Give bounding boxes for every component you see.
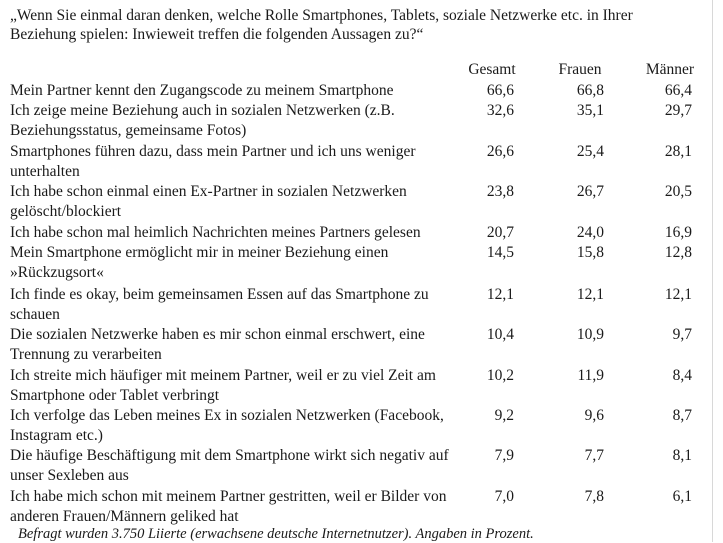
row-statement: Ich zeige meine Beziehung auch in sozialen Netzwerken (z.B. Beziehungsstatus, gemeinsame Fotos) — [10, 102, 395, 139]
value-gesamt: 9,2 — [494, 407, 514, 424]
value-maenner: 8,7 — [672, 407, 692, 424]
row-statement: Smartphones führen dazu, dass mein Partner und ich uns weniger unterhalten — [10, 143, 416, 180]
value-maenner: 28,1 — [664, 143, 692, 160]
row-statement: Mein Partner kennt den Zugangscode zu meinem Smartphone — [10, 82, 394, 99]
value-frauen: 7,7 — [584, 447, 604, 464]
value-maenner: 8,1 — [672, 447, 692, 464]
column-header-gesamt: Gesamt — [468, 61, 516, 78]
value-maenner: 20,5 — [664, 183, 692, 200]
value-frauen: 10,9 — [576, 326, 604, 343]
value-gesamt: 10,2 — [486, 367, 514, 384]
row-statement: Die sozialen Netzwerke haben es mir schon einmal erschwert, eine Trennung zu verarbeiten — [10, 326, 425, 363]
value-gesamt: 26,6 — [486, 143, 514, 160]
value-gesamt: 7,9 — [494, 447, 514, 464]
value-gesamt: 12,1 — [486, 286, 514, 303]
value-maenner: 9,7 — [672, 326, 692, 343]
value-maenner: 16,9 — [664, 224, 692, 241]
row-statement: Die häufige Beschäftigung mit dem Smartphone wirkt sich negativ auf unser Sexleben aus — [10, 447, 449, 484]
value-frauen: 24,0 — [576, 224, 604, 241]
value-maenner: 12,8 — [664, 244, 692, 261]
value-frauen: 9,6 — [584, 407, 604, 424]
row-statement: Ich habe mich schon mit meinem Partner gestritten, weil er Bilder von anderen Frauen/Männern geliked hat — [10, 488, 447, 525]
value-gesamt: 66,6 — [486, 82, 514, 99]
value-frauen: 35,1 — [576, 102, 604, 119]
row-statement: Ich habe schon mal heimlich Nachrichten meines Partners gelesen — [10, 224, 421, 241]
value-frauen: 15,8 — [576, 244, 604, 261]
value-gesamt: 32,6 — [486, 102, 514, 119]
value-gesamt: 20,7 — [486, 224, 514, 241]
value-gesamt: 14,5 — [486, 244, 514, 261]
value-frauen: 25,4 — [576, 143, 604, 160]
row-statement: Ich habe schon einmal einen Ex-Partner in sozialen Netzwerken gelöscht/blockiert — [10, 183, 407, 220]
value-maenner: 12,1 — [664, 286, 692, 303]
row-statement: Ich verfolge das Leben meines Ex in sozialen Netzwerken (Facebook, Instagram etc.) — [10, 407, 444, 444]
column-header-frauen: Frauen — [558, 61, 602, 78]
value-maenner: 66,4 — [664, 82, 692, 99]
value-frauen: 11,9 — [577, 367, 604, 384]
survey-footnote: Befragt wurden 3.750 Liierte (erwachsene deutsche Internetnutzer). Angaben in Prozent. — [18, 526, 534, 542]
column-header-maenner: Männer — [645, 61, 695, 78]
value-gesamt: 7,0 — [494, 488, 514, 505]
value-gesamt: 10,4 — [486, 326, 514, 343]
value-maenner: 6,1 — [672, 488, 692, 505]
value-gesamt: 23,8 — [486, 183, 514, 200]
value-frauen: 26,7 — [576, 183, 604, 200]
value-maenner: 8,4 — [672, 367, 692, 384]
value-frauen: 12,1 — [576, 286, 604, 303]
value-maenner: 29,7 — [664, 102, 692, 119]
row-statement: Mein Smartphone ermöglicht mir in meiner Beziehung einen »Rückzugsort« — [10, 244, 389, 281]
value-frauen: 66,8 — [576, 82, 604, 99]
row-statement: Ich finde es okay, beim gemeinsamen Essen auf das Smartphone zu schauen — [10, 286, 429, 323]
value-frauen: 7,8 — [584, 488, 604, 505]
row-statement: Ich streite mich häufiger mit meinem Partner, weil er zu viel Zeit am Smartphone oder Tablet verbringt — [10, 367, 436, 404]
survey-question: „Wenn Sie einmal daran denken, welche Rolle Smartphones, Tablets, soziale Netzwerke etc. in Ihrer Beziehung spielen: Inwieweit treffen die folgenden Aussagen zu?“ — [10, 7, 633, 43]
